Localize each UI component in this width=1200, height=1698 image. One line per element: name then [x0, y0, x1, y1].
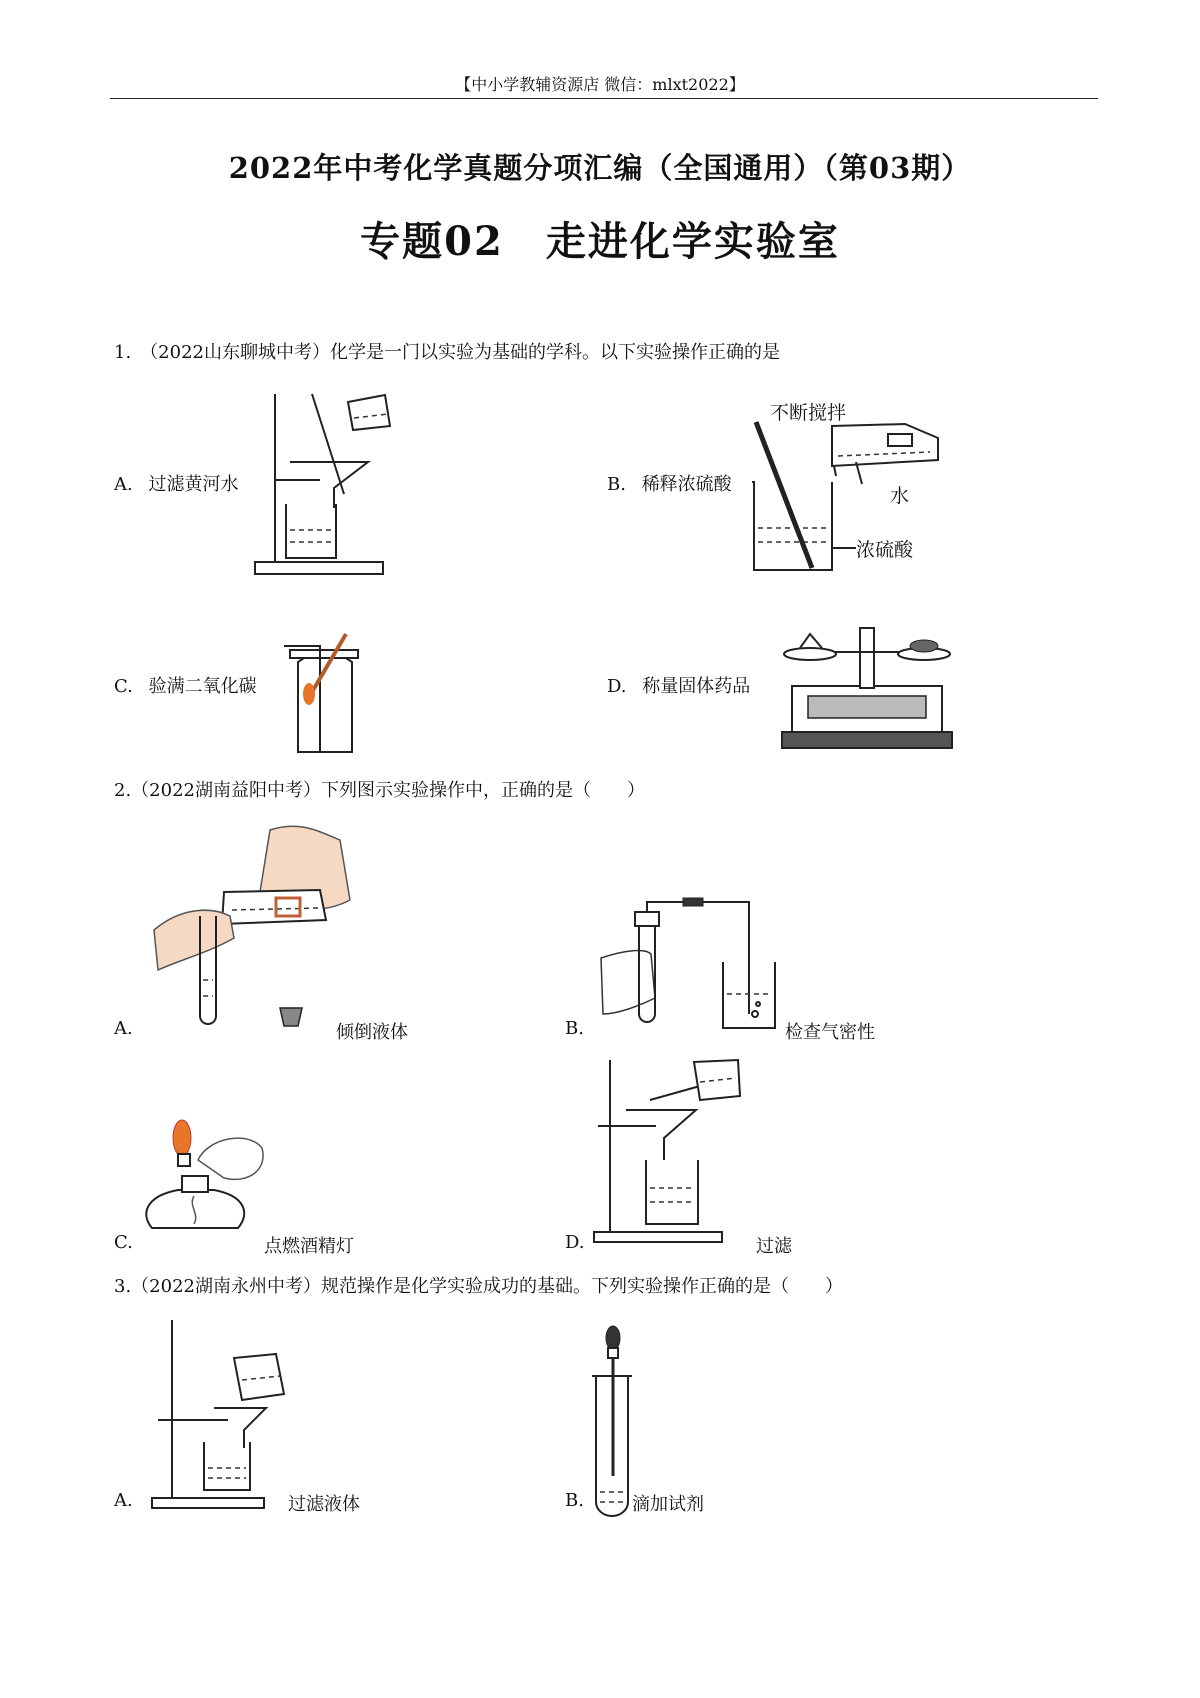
option-letter: D. [607, 676, 627, 697]
gas-bottle-figure [282, 628, 362, 756]
filtration-figure-2 [590, 1056, 760, 1246]
q2-option-a-text: 倾倒液体 [336, 1022, 408, 1043]
q1-option-b [607, 470, 732, 496]
fig-label-water: 水 [890, 485, 910, 507]
document-subtitle: 专题02 走进化学实验室 [360, 218, 840, 265]
filtration-stand-figure [250, 390, 400, 580]
q2-option-d-letter: D. [565, 1232, 585, 1253]
q1-option-a [114, 470, 238, 496]
q2-option-d-text: 过滤 [756, 1236, 792, 1257]
option-letter: C. [114, 676, 133, 697]
header-rule [110, 98, 1098, 99]
question-1-stem: 1. （2022山东聊城中考）化学是一门以实验为基础的学科。以下实验操作正确的是 [114, 342, 780, 363]
airtight-check-figure [595, 898, 785, 1028]
q3-option-b-letter: B. [565, 1490, 584, 1511]
question-3-stem: 3.（2022湖南永州中考）规范操作是化学实验成功的基础。下列实验操作正确的是（ ） [114, 1276, 843, 1297]
dropper-figure [588, 1326, 638, 1514]
pour-liquid-figure [150, 820, 370, 1030]
q3-option-b-text: 滴加试剂 [632, 1494, 704, 1515]
q3-option-a-letter: A. [114, 1490, 133, 1511]
q2-option-b-text: 检查气密性 [785, 1022, 875, 1043]
page-header: 【中小学教辅资源店 微信：mlxt2022】 [455, 75, 745, 94]
fig-label-acid: 浓硫酸 [856, 539, 914, 561]
filter-liquid-figure [150, 1318, 290, 1512]
document-title: 2022年中考化学真题分项汇编（全国通用）（第03期） [228, 151, 972, 185]
light-lamp-figure [138, 1118, 268, 1236]
q3-option-a-text: 过滤液体 [288, 1494, 360, 1515]
q1-option-d [607, 672, 750, 698]
question-2-stem: 2.（2022湖南益阳中考）下列图示实验操作中，正确的是（ ） [114, 780, 645, 801]
q2-option-b-letter: B. [565, 1018, 584, 1039]
option-text: 称量固体药品 [642, 676, 751, 697]
q2-option-c-letter: C. [114, 1232, 133, 1253]
option-text: 过滤黄河水 [148, 474, 239, 495]
q1-option-c [114, 672, 257, 698]
option-letter: A. [114, 474, 133, 495]
q2-option-a-letter: A. [114, 1018, 133, 1039]
option-text: 验满二氧化碳 [148, 676, 257, 697]
option-letter: B. [607, 474, 626, 495]
option-text: 稀释浓硫酸 [641, 474, 732, 495]
balance-figure [778, 624, 956, 752]
q2-option-c-text: 点燃酒精灯 [264, 1236, 354, 1257]
fig-label-stirring: 不断搅拌 [770, 402, 847, 424]
dilute-acid-figure [750, 400, 950, 580]
